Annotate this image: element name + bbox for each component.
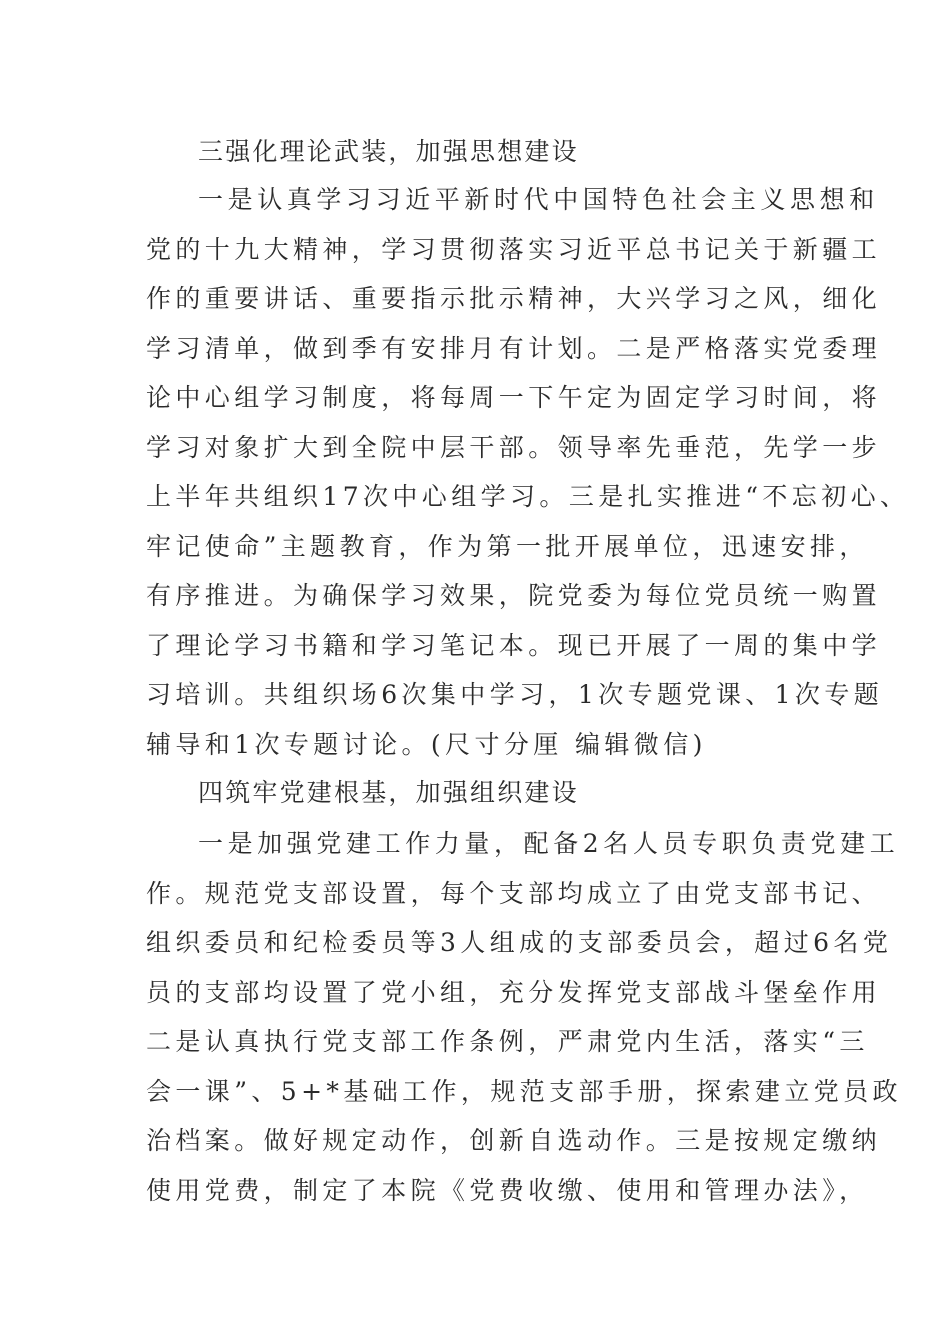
paragraph-line: 二是认真执行党支部工作条例，严肃党内生活，落实“三 xyxy=(146,1027,869,1056)
paragraph-line: 辅导和1次专题讨论。(尺寸分厘 编辑微信) xyxy=(146,730,707,759)
paragraph-line: 会一课”、5+*基础工作，规范支部手册，探索建立党员政 xyxy=(146,1077,902,1106)
paragraph-line: 有序推进。为确保学习效果，院党委为每位党员统一购置 xyxy=(146,581,882,610)
paragraph-line: 一是加强党建工作力量，配备2名人员专职负责党建工 xyxy=(198,829,900,858)
paragraph-line: 学习清单，做到季有安排月有计划。二是严格落实党委理 xyxy=(146,334,882,363)
paragraph-line: 使用党费，制定了本院《党费收缴、使用和管理办法》， xyxy=(146,1176,869,1205)
paragraph-line: 一是认真学习习近平新时代中国特色社会主义思想和 xyxy=(198,185,879,214)
paragraph-line: 治档案。做好规定动作，创新自选动作。三是按规定缴纳 xyxy=(146,1126,882,1155)
section-heading-4: 四筑牢党建根基，加强组织建设 xyxy=(198,778,579,807)
paragraph-line: 作。规范党支部设置，每个支部均成立了由党支部书记、 xyxy=(146,879,882,908)
paragraph-line: 学习对象扩大到全院中层干部。领导率先垂范，先学一步 xyxy=(146,433,882,462)
paragraph-line: 组织委员和纪检委员等3人组成的支部委员会，超过6名党 xyxy=(146,928,893,957)
section-heading-3: 三强化理论武装，加强思想建设 xyxy=(198,137,579,166)
paragraph-line: 牢记使命”主题教育，作为第一批开展单位，迅速安排， xyxy=(146,532,869,561)
paragraph-line: 上半年共组织17次中心组学习。三是扎实推进“不忘初心、 xyxy=(146,482,910,511)
paragraph-line: 员的支部均设置了党小组，充分发挥党支部战斗堡垒作用 xyxy=(146,978,882,1007)
paragraph-line: 论中心组学习制度，将每周一下午定为固定学习时间，将 xyxy=(146,383,882,412)
paragraph-line: 党的十九大精神，学习贯彻落实习近平总书记关于新疆工 xyxy=(146,235,882,264)
paragraph-line: 作的重要讲话、重要指示批示精神，大兴学习之风，细化 xyxy=(146,284,882,313)
paragraph-line: 习培训。共组织场6次集中学习，1次专题党课、1次专题 xyxy=(146,680,884,709)
paragraph-line: 了理论学习书籍和学习笔记本。现已开展了一周的集中学 xyxy=(146,631,882,660)
